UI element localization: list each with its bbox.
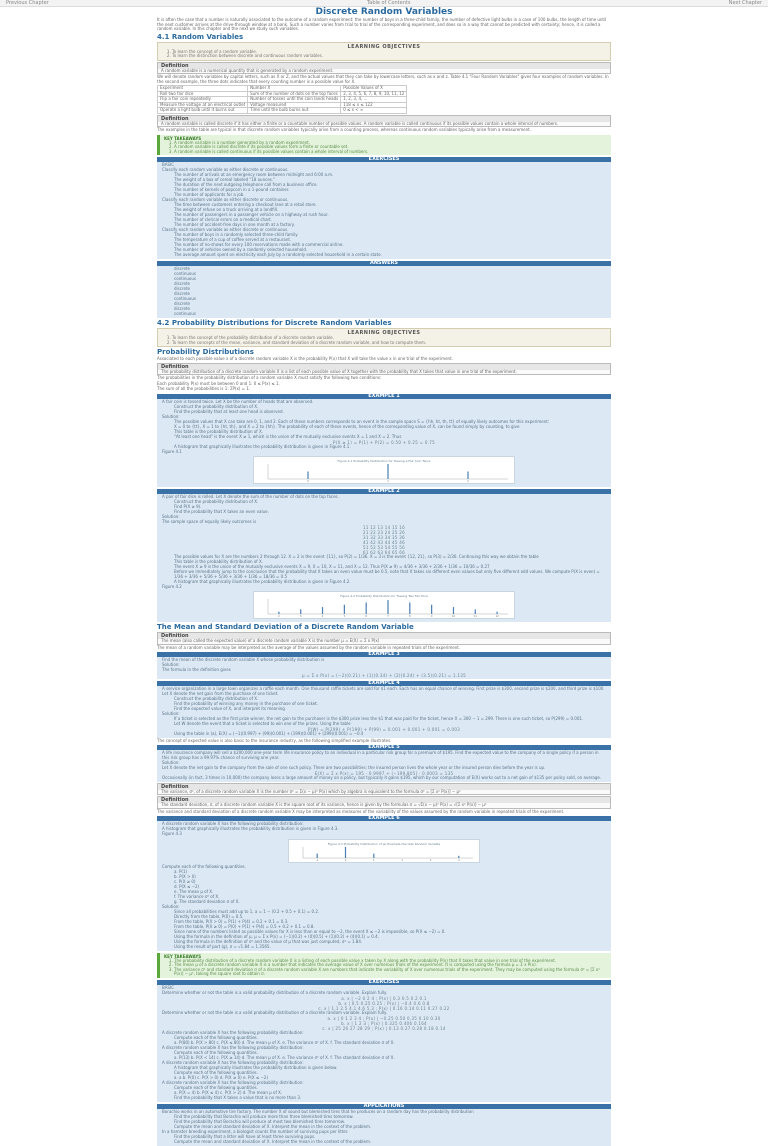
example-line: Find the probability that X takes an even value.	[174, 509, 269, 514]
definition-text: A random variable is called discrete if it has either a finite or a countable number of possible values. A random variable is called continuous if its possible values contain a whole interval of numbers.	[161, 120, 559, 126]
answer-item: discrete	[174, 291, 190, 296]
equation: P(W) = P(299) + P(199) + P(99) = 0.001 + 0.001 + 0.001 = 0.003	[307, 726, 461, 732]
exercise-item: Classify each random variable as either discrete or continuous.	[162, 167, 289, 172]
objective-item: 2. To learn the distinction between discrete and continuous random variables.	[172, 54, 606, 59]
example-line: Solution:	[162, 413, 180, 419]
example-line: The possible values that X can take are 0, 1, and 2. Each of these numbers corresponds to an event in the sample space S = {hh, ht, th, tt} of equally likely outcomes for this experiment:	[174, 418, 550, 424]
section-text: The variance and standard deviation of a discrete random variable X may be interpreted as measures of the variability of the values assumed by the random variable in repeated trials of the experiment.	[157, 808, 565, 814]
objectives-heading: LEARNING OBJECTIVES	[347, 330, 421, 336]
definition-box	[157, 632, 611, 645]
chapter-intro: It is often the case that a number is naturally associated to the outcome of a random experiment: the number of boys in a three-child family, the number of defective light bulbs in a case of 100 bulbs, the length of time until the next customer arrives at the drive-through window at a bank. Such a number varies from trial to trial of the corresponding experiment, and does so in a way that cannot be predicted with certainty; hence, it is called a random variable. In this chapter and the next we study such variables.	[157, 17, 607, 31]
variance-definition-box	[157, 783, 611, 796]
section-title-4-2: 4.2 Probability Distributions for Discrete Random Variables	[157, 319, 392, 327]
example-line: Solution:	[162, 662, 180, 667]
exercise-item: Borachio works in an automotive tire factory. The number X of sound but blemished tires that he produces on a random day has the probability distribution	[162, 1108, 474, 1114]
exercise-item: Classify each random variable as either discrete or continuous.	[162, 227, 289, 232]
table-cell: Number of tosses until the coin lands heads	[248, 97, 341, 103]
x-tick-label: 2	[278, 615, 280, 618]
example-line: Before we immediately jump to the conclusion that the probability that X takes an even value must be 0.5, note that X takes six different even values but only five different odd values. We compute P(X is even) = 1/36 + 3/36 + 5/36 + 5/36 + 3/36 + 1/36 = 18/36 = 0.5	[174, 569, 600, 579]
exercise-item: Find the probability that X takes a value that is no more than 3.	[174, 1094, 302, 1100]
exercise-item: Compute each of the following quantities.	[174, 1034, 258, 1040]
chart-bar	[387, 464, 388, 479]
definition-heading: Definition	[158, 797, 610, 803]
example-line: Occasionally (in fact, 3 times in 10,000) the company loses a large amount of money on a policy, but typically it gains $195, which by our computation of E(X) works out to a net gain of $135 per policy sold, on average.	[162, 774, 602, 780]
chart-bar	[475, 609, 476, 614]
table-of-contents-link[interactable]: Table of Contents	[367, 0, 411, 6]
chart-bar	[373, 853, 374, 857]
section-text: The mean of a random variable may be interpreted as the average of the values assumed by the random variable in repeated trials of the experiment.	[157, 644, 461, 650]
example-5-heading: EXAMPLE 5	[157, 745, 611, 750]
x-tick-label: 2	[401, 858, 403, 862]
definition-heading: Definition	[158, 63, 610, 69]
chapter-title: Discrete Random Variables	[315, 7, 453, 17]
exercise-item: The number of passengers in a passenger vehicle on a highway at rush hour.	[174, 212, 329, 217]
table-cell: Operate a light bulb until it burns out	[158, 108, 248, 114]
exercise-table: a. x | −2 0 2 4 ; P(x) | 0.3 0.5 0.2 0.1	[341, 995, 427, 1001]
objectives-heading: LEARNING OBJECTIVES	[347, 43, 421, 50]
x-tick-label: 11	[473, 615, 477, 618]
x-tick-label: 8	[409, 615, 411, 618]
answer-item: continuous	[174, 276, 196, 281]
definition-text: The probability distribution of a discrete random variable X is a list of each possible value of X together with the probability that X takes that value in one trial of the experiment.	[161, 368, 517, 374]
exercise-item: a. P(80) b. P(X > 80) c. P(X ≤ 80) d. The mean μ of X. e. The variance σ² of X. f. The standard deviation σ of X.	[174, 1039, 395, 1045]
example-line: Construct the probability distribution of X.	[174, 695, 259, 701]
example-5-box	[157, 750, 611, 782]
exercise-item: The number of clerical errors on a medical chart.	[174, 217, 273, 222]
subsection-title: Probability Distributions	[157, 348, 254, 356]
key-takeaways-box	[157, 953, 611, 978]
chart-bar	[345, 847, 346, 858]
x-tick-label: 5	[343, 615, 346, 618]
chart-bar	[344, 605, 345, 614]
example-line: Using the formula in the definition of σ² and the value of μ that was just computed, σ² = 1.84.	[174, 938, 363, 944]
example-line: a. P(1)	[174, 868, 188, 874]
exercise-item: Compute the mean and standard deviation of X. Interpret the mean in the context of the problem.	[174, 1123, 372, 1129]
exercise-item: a. P(13) b. P(X < 14) c. P(X ≥ 14) d. The mean μ of X. e. The variance σ² of X. f. The standard deviation σ of X.	[174, 1054, 395, 1060]
chart-bar	[409, 602, 410, 614]
key-takeaways-box	[157, 135, 611, 156]
exercise-item: The time between customers entering a checkout lane at a retail store.	[174, 202, 317, 207]
exercise-item: In a hamster breeding experiment, a biologist counts the number of surviving pups per litter.	[162, 1128, 349, 1134]
exercises-subheading: BASIC	[162, 984, 174, 990]
answer-item: discrete	[174, 286, 190, 291]
example-line: A histogram that graphically illustrates the probability distribution is given in Figure 4.1.	[174, 443, 351, 449]
example-4-heading: EXAMPLE 4	[157, 681, 611, 686]
section-text: We will denote random variables by capital letters, such as X or Z, and the actual values that they can take by lowercase letters, such as x and z. Table 4.1 "Four Random Variables" gives four examples of random variables. In the second example, the three dots indicates that every counting number is a possible value for X.	[157, 74, 609, 84]
table-cell: 118 ≤ x ≤ 122	[341, 102, 407, 108]
example-line: Find the probability of winning any money in the purchase of one ticket.	[174, 700, 319, 706]
example-3-heading: EXAMPLE 3	[157, 652, 611, 657]
exercise-item: The number of vehicles owned by a randomly selected household.	[174, 247, 308, 252]
definition-heading: Definition	[158, 116, 610, 122]
example-line: If a ticket is selected as the first prize winner, the net gain to the purchaser is the $300 prize less the $1 that was paid for the ticket, hence X = 300 − 1 = 299. There is one such ticket, so P(299) = 0.001.	[174, 715, 584, 721]
example-line: Construct the probability distribution of X.	[174, 499, 259, 504]
example-line: Since none of the numbers listed as possible values for X is less than or equal to −2, the event X ≤ −2 is impossible, so P(X ≤ −2) = 0.	[174, 928, 446, 934]
equation: P(X ≥ 1) = P(1) + P(2) = 0.50 + 0.25 = 0.75	[333, 439, 435, 445]
chart-bar	[366, 602, 367, 614]
x-tick-label: 10	[451, 615, 456, 618]
takeaways-list	[164, 141, 607, 155]
example-line: Find the mean of the discrete random variable X whose probability distribution is	[162, 657, 325, 662]
exercise-table: a. x | 0 1 2 3 4 ; P(x) | −0.25 0.50 0.35 0.10 0.30	[327, 1015, 441, 1021]
exercise-item: a. a b. P(0) c. P(X > 0) d. P(X ≥ 0) e. P(X ≤ −2)	[174, 1074, 269, 1080]
example-line: Since all probabilities must add up to 1, a = 1 − (0.2 + 0.5 + 0.1) = 0.2.	[174, 908, 320, 914]
exercise-item: The number of no-shows for every 100 reservations made with a commercial airline.	[174, 242, 344, 247]
example-line: Let X denote the net gain to the company from the sale of one such policy. There are two possibilities: the insured person lives the whole year or the insured person dies before the year is up.	[162, 764, 546, 770]
sample-space-row: 41 42 43 44 45 46	[363, 540, 405, 545]
example-1-box	[157, 399, 611, 488]
exercise-item: A discrete random variable X has the following probability distribution:	[162, 1044, 304, 1050]
table-cell: Number X	[248, 86, 341, 92]
chart-bar	[467, 472, 468, 480]
x-tick-label: 7	[387, 615, 389, 618]
example-line: b. P(X > 0)	[174, 873, 196, 879]
table-cell: 2, 3, 4, 5, 6, 7, 8, 9, 10, 11, 12	[341, 91, 407, 97]
example-line: From the table, P(X > 0) = P(1) + P(4) = 0.2 + 0.1 = 0.3.	[174, 918, 289, 924]
figure-4-2-chart	[253, 591, 515, 619]
exercises-box	[157, 985, 611, 1102]
takeaway-item: 2. The mean μ of a discrete random variable X is a number that indicates the average value of X over numerous trials of the experiment. It is computed using the formula μ = Σ x P(x).	[174, 963, 607, 968]
example-line: Find P(X ≥ 9).	[174, 504, 202, 509]
objectives-list	[162, 50, 606, 59]
exercise-item: The duration of the next outgoing telephone call from a business office.	[174, 182, 318, 187]
example-line: Using the formula in the definition of μ, μ = Σ x P(x) = (−1)(0.2) + (0)(0.5) + (1)(0.2) + (4)(0.1) = 0.4.	[174, 933, 379, 939]
example-line: Solution:	[162, 903, 180, 909]
table-cell: Roll two fair dice	[158, 91, 248, 97]
exercise-item: Compute each of the following quantities.	[174, 1084, 258, 1090]
x-tick-label: 1	[373, 858, 375, 862]
exercise-item: a. P(X = 4) b. P(X ≤ 4) c. P(X > 2) d. The mean μ of X.	[174, 1089, 283, 1095]
table-cell: Flip a fair coin repeatedly	[158, 97, 248, 103]
next-chapter-link[interactable]: Next Chapter	[728, 0, 762, 6]
exercises-heading: EXERCISES	[157, 157, 611, 162]
exercise-item: The weight of refuse on a truck arriving at a landfill.	[174, 207, 279, 212]
definition-box	[157, 363, 611, 376]
exercise-item: Find the probability that Borachio will produce at most two blemished tires tomorrow.	[174, 1118, 345, 1124]
example-line: A fair coin is tossed twice. Let X be the number of heads that are observed.	[162, 398, 314, 404]
applications-box	[157, 1109, 611, 1146]
chapter-page	[157, 7, 611, 1146]
exercise-item: Determine whether or not the table is a valid probability distribution of a discrete random variable. Explain fully.	[162, 1009, 388, 1015]
example-line: Using the table in (a), E(X) = (−1)(0.997) + (99)(0.001) + (199)(0.001) + (299)(0.001) = −0.4	[174, 730, 364, 736]
chart-bar	[496, 612, 497, 614]
exercise-item: Compute each of the following quantities.	[174, 1049, 258, 1055]
table-cell: Time until the bulb burns out	[248, 108, 341, 114]
takeaways-heading: KEY TAKEAWAYS	[164, 953, 202, 959]
exercise-item: Find the probability that a litter will have at least three surviving pups.	[174, 1133, 316, 1139]
example-line: Find the probability that at least one head is observed.	[174, 408, 284, 414]
example-line: Solution:	[162, 710, 180, 716]
x-tick-label: 3	[299, 615, 302, 618]
sample-space-row: 11 12 13 14 15 16	[363, 525, 405, 530]
exercise-item: Compute each of the following quantities.	[174, 1069, 258, 1075]
answer-item: discrete	[174, 306, 190, 311]
example-line: The sample space of equally likely outcomes is	[162, 519, 257, 524]
x-tick-label: 9	[430, 615, 433, 618]
example-line: e. The mean μ of X.	[174, 888, 214, 894]
example-line: A service organization in a large town organizes a raffle each month. One thousand raffle tickets are sold for $1 each. Each has an equal chance of winning. First prize is $300, second prize is $200, and third prize is $100. Let X denote the net gain from the purchase of one ticket.	[162, 686, 605, 696]
definition-text: The standard deviation, σ, of a discrete random variable X is the square root of its variance, hence is given by the formulas σ = √Σ(x − μ)² P(x) = √[Σ x² P(x)] − μ²	[161, 802, 487, 807]
exercise-item: The number of applicants for a job.	[174, 192, 245, 197]
chart-title: Figure 4.3 Probability Distribution of an Example Discrete Random Variable	[327, 841, 441, 846]
objective-item: 2. To learn the concepts of the mean, variance, and standard deviation of a discrete random variable, and how to compute them.	[172, 341, 606, 346]
definition-box	[157, 115, 611, 128]
random-variables-table-wrap	[157, 85, 611, 114]
example-3-box	[157, 657, 611, 679]
section-text: The probabilities in the probability distribution of a random variable X must satisfy the following two conditions:	[157, 375, 382, 380]
condition-item: The sum of all the probabilities is 1: ΣP(x) = 1.	[157, 386, 251, 391]
example-line: The formula in the definition gives	[162, 667, 231, 672]
example-4-box	[157, 686, 611, 738]
example-line: Let W denote the event that a ticket is selected to win one of the prizes. Using the table	[174, 720, 351, 726]
objectives-list	[162, 336, 606, 345]
takeaway-item: 3. A random variable is called continuous if its possible values contain a whole interval of numbers.	[174, 150, 607, 155]
x-tick-label: 2	[467, 480, 469, 483]
exercise-item: A discrete random variable X has the following probability distribution:	[162, 1029, 304, 1035]
sample-space-row: 61 62 63 64 65 66	[363, 550, 405, 555]
definition-text: A random variable is a numerical quantity that is generated by a random experiment.	[161, 67, 334, 73]
chart-bar	[431, 605, 432, 614]
previous-chapter-link[interactable]: Previous Chapter	[6, 0, 49, 6]
example-line: This table is the probability distribution of X.	[174, 559, 263, 564]
example-line: Solution:	[162, 514, 180, 519]
example-line: Find the expected value of X, and interpret its meaning.	[174, 705, 287, 711]
chart-bar	[317, 853, 318, 857]
x-tick-label: -1	[315, 858, 319, 862]
example-line: Construct the probability distribution of X.	[174, 403, 259, 409]
example-line: d. P(X ≤ −2)	[174, 883, 200, 889]
exercise-item: Find the probability that Borachio will produce more than three blemished tires tomorrow.	[174, 1113, 354, 1119]
exercise-item: The number of kernels of popcorn in a 1-pound container.	[174, 187, 290, 192]
sample-space-row: 21 22 23 24 25 26	[363, 530, 405, 535]
example-line: c. P(X ≥ 0)	[174, 878, 196, 884]
chart-bar	[458, 855, 459, 857]
table-cell: Sum of the number of dots on the top faces	[248, 91, 341, 97]
exercise-table: b. x | 0.5 0.25 0.25 ; P(x) | −0.4 0.6 0.8	[338, 1000, 430, 1006]
learning-objectives-box	[157, 42, 611, 61]
exercise-item: The number of boys in a randomly selected three-child family.	[174, 232, 299, 237]
x-tick-label: 0	[344, 858, 347, 862]
exercise-item: A discrete random variable X has the following probability distribution:	[162, 1059, 304, 1065]
definition-box	[157, 62, 611, 75]
std-definition-box	[157, 796, 611, 809]
exercise-item: The number of accident-free days in one month at a factory.	[174, 222, 295, 227]
exercise-item: A histogram that graphically illustrates the probability distribution is given below.	[174, 1064, 338, 1070]
takeaway-item: 3. The variance σ² and standard deviation σ of a discrete random variable X are numbers that indicate the variability of X over numerous trials of the experiment. They may be computed using the formula σ² = [Σ x² P(x)] − μ², taking the square root to obtain σ.	[174, 968, 607, 977]
random-variables-table	[157, 85, 407, 114]
answer-item: discrete	[174, 281, 190, 286]
definition-heading: Definition	[158, 364, 610, 370]
x-tick-label: 4	[321, 615, 324, 618]
example-line: Compute each of the following quantities.	[162, 863, 246, 869]
exercise-item: Compute the mean and standard deviation of X. Interpret the mean in the context of the problem.	[174, 1138, 372, 1144]
example-line: A discrete random variable X has the following probability distribution:	[162, 821, 304, 826]
takeaway-item: 1. A random variable is a number generated by a random experiment.	[174, 141, 607, 146]
example-line: f. The variance σ² of X.	[174, 893, 220, 899]
section-title-4-1: 4.1 Random Variables	[157, 32, 244, 41]
answer-item: continuous	[174, 311, 196, 316]
example-line: A histogram that graphically illustrates the probability distribution is given in Figure 4.3.	[162, 826, 339, 831]
takeaway-item: 1. The probability distribution of a discrete random variable X is a listing of each possible value x taken by X along with the probability P(x) that X takes that value in one trial of the experiment.	[174, 959, 607, 964]
x-tick-label: 6	[365, 615, 367, 618]
top-navigation	[0, 0, 768, 7]
figure-4-1-chart	[253, 456, 515, 484]
example-line: A life insurance company will sell a $200,000 one-year term life insurance policy to an individual in a particular risk group for a premium of $195. Find the expected value to the company of a single policy if a person in this risk group has a 99.97% chance of surviving one year.	[162, 750, 599, 760]
sample-space-row: 51 52 53 54 55 56	[363, 545, 405, 550]
table-cell: 0 ≤ x < ∞	[341, 108, 407, 114]
equation: E(X) = Σ x P(x) = 195 · 0.9997 + (−199,805) · 0.0003 = 135	[314, 770, 454, 776]
exercise-item: The temperature of a cup of coffee served at a restaurant.	[174, 237, 292, 242]
equation: μ = Σ x P(x) = (−2)(0.21) + (1)(0.34) + (2)(0.24) + (3.5)(0.21) = 1.135	[302, 673, 466, 678]
chart-bar	[387, 600, 388, 614]
figure-4-3-chart	[288, 839, 480, 863]
exercise-table: b. x | 1 2 3 ; P(x) | 0.325 0.406 0.164	[341, 1020, 427, 1026]
example-2-box	[157, 494, 611, 622]
sample-space-row: 31 32 33 34 35 36	[363, 535, 405, 540]
exercise-item: Classify each random variable as either discrete or continuous.	[162, 197, 289, 202]
answers-box	[157, 266, 611, 318]
definition-text: The variance, σ², of a discrete random variable X is the number σ² = Σ(x − μ)² P(x) which by algebra is equivalent to the formula σ² = [Σ x² P(x)] − μ²	[161, 788, 461, 794]
example-line: A histogram that graphically illustrates the probability distribution is given in Figure 4.2.	[174, 578, 351, 584]
chart-bar	[307, 472, 308, 480]
example-line: A pair of fair dice is rolled. Let X denote the sum of the number of dots on the top faces.	[162, 494, 339, 499]
chart-bar	[278, 612, 279, 614]
section-text: Associated to each possible value x of a discrete random variable X is the probability P(x) that X will take the value x in one trial of the experiment.	[157, 356, 453, 361]
section-text: The examples in the table are typical in that discrete random variables typically arise from a counting process, whereas continuous random variables typically arise from a measurement.	[157, 127, 531, 132]
example-line: Using the result of part (g), σ = √1.84 = 1.3565.	[174, 943, 271, 949]
example-line: The possible values for X are the numbers 2 through 12. X = 2 is the event {11}, so P(2) = 1/36. X = 3 is the event {12, 21}, so P(3) = 2/36. Continuing this way we obtain the table	[174, 554, 539, 559]
exercises-heading: EXERCISES	[157, 980, 611, 985]
chart-bar	[300, 609, 301, 614]
example-6-box	[157, 821, 611, 951]
exercise-item: A discrete random variable X has the following probability distribution:	[162, 1079, 304, 1085]
example-line: g. The standard deviation σ of X.	[174, 898, 240, 904]
chart-bar	[322, 607, 323, 614]
answer-item: discrete	[174, 266, 190, 271]
takeaway-item: 2. A random variable is called discrete if its possible values form a finite or countable set.	[174, 145, 607, 150]
exercise-item: The weight of a box of cereal labeled "18 ounces."	[174, 177, 275, 182]
exercise-item: Determine whether or not the table is a valid probability distribution of a discrete random variable. Explain fully.	[162, 989, 388, 995]
objective-item: 1. To learn the concept of the probability distribution of a discrete random variable.	[172, 336, 606, 341]
objective-item: 1. To learn the concept of a random variable.	[172, 50, 606, 55]
example-line: From the table, P(X ≥ 0) = P(0) + P(1) + P(4) = 0.5 + 0.2 + 0.1 = 0.8.	[174, 923, 315, 929]
exercise-table: c. x | 25 26 27 28 29 ; P(x) | 0.13 0.27 0.28 0.18 0.14	[322, 1025, 446, 1031]
exercise-table: c. x | 1.1 2.5 4.1 4.6 5.3 ; P(x) | 0.16 0.14 0.11 0.27 0.22	[318, 1005, 450, 1011]
table-row	[158, 108, 407, 114]
x-tick-label: 4	[458, 858, 460, 862]
chart-title: Figure 4.1 Probability Distribution for Tossing a Fair Coin Twice	[337, 459, 431, 463]
example-line: X = 0 to {tt}, X = 1 to {ht, th}, and X = 2 to {hh}. The probability of each of these events, hence of the corresponding value of X, can be found simply by counting, to give	[174, 423, 520, 429]
learning-objectives-box	[157, 328, 611, 347]
answer-item: discrete	[174, 301, 190, 306]
exercises-box	[157, 162, 611, 259]
exercise-item: The number of arrivals at an emergency room between midnight and 6:00 a.m.	[174, 172, 334, 177]
example-6-heading: EXAMPLE 6	[157, 816, 611, 821]
mean-section-title: The Mean and Standard Deviation of a Discrete Random Variable	[157, 623, 414, 631]
chart-bar	[453, 607, 454, 614]
exercise-item: The average amount spent on electricity each July by a randomly selected household in a certain state.	[174, 252, 382, 257]
definition-heading: Definition	[158, 633, 610, 639]
table-cell: Voltage measured	[248, 102, 341, 108]
takeaways-list	[164, 959, 607, 977]
table-cell: Measure the voltage at an electrical outlet	[158, 102, 248, 108]
table-cell: 1, 2, 3, 4, ...	[341, 97, 407, 103]
chart-title: Figure 4.2 Probability Distribution for Tossing Two Fair Dice	[340, 594, 428, 598]
example-line: The event X ≥ 9 is the union of the mutually exclusive events X = 9, X = 10, X = 11, and X = 12. Thus P(X ≥ 9) = 4/36 + 3/36 + 2/36 + 1/36 = 10/36 = 0.27	[174, 564, 490, 569]
condition-item: Each probability P(x) must be between 0 and 1: 0 ≤ P(x) ≤ 1.	[157, 380, 280, 386]
x-tick-label: 3	[429, 858, 432, 862]
x-tick-label: 0	[307, 480, 309, 483]
definition-text: The mean (also called the expected value) of a discrete random variable X is the number μ = E(X) = Σ x P(x)	[161, 638, 380, 643]
figure-label: Figure 4.1	[162, 448, 182, 454]
example-line: "At least one head" is the event X ≥ 1, which is the union of the mutually exclusive events X = 1 and X = 2. Thus	[174, 433, 402, 439]
figure-label: Figure 4.2	[162, 583, 182, 589]
figure-label: Figure 4.3	[162, 831, 182, 836]
answer-item: continuous	[174, 296, 196, 301]
exercises-subheading: BASIC	[162, 162, 174, 167]
example-line: Solution:	[162, 759, 180, 765]
definition-heading: Definition	[158, 784, 610, 790]
x-tick-label: 12	[495, 615, 499, 618]
table-cell: Possible Values of X	[341, 86, 407, 92]
example-line: This table is the probability distribution of X.	[174, 428, 263, 434]
example-2-heading: EXAMPLE 2	[157, 489, 611, 494]
example-1-heading: EXAMPLE 1	[157, 394, 611, 399]
x-tick-label: 1	[387, 480, 389, 483]
section-text: The concept of expected value is also basic to the insurance industry, as the following simplified example illustrates.	[157, 737, 392, 743]
example-line: Directly from the table, P(0) = 0.5.	[174, 913, 244, 919]
answers-heading: ANSWERS	[157, 261, 611, 266]
table-cell: Experiment	[158, 86, 248, 92]
answer-item: continuous	[174, 271, 196, 276]
takeaways-heading: KEY TAKEAWAYS	[164, 135, 202, 141]
applications-heading: APPLICATIONS	[157, 1104, 611, 1109]
